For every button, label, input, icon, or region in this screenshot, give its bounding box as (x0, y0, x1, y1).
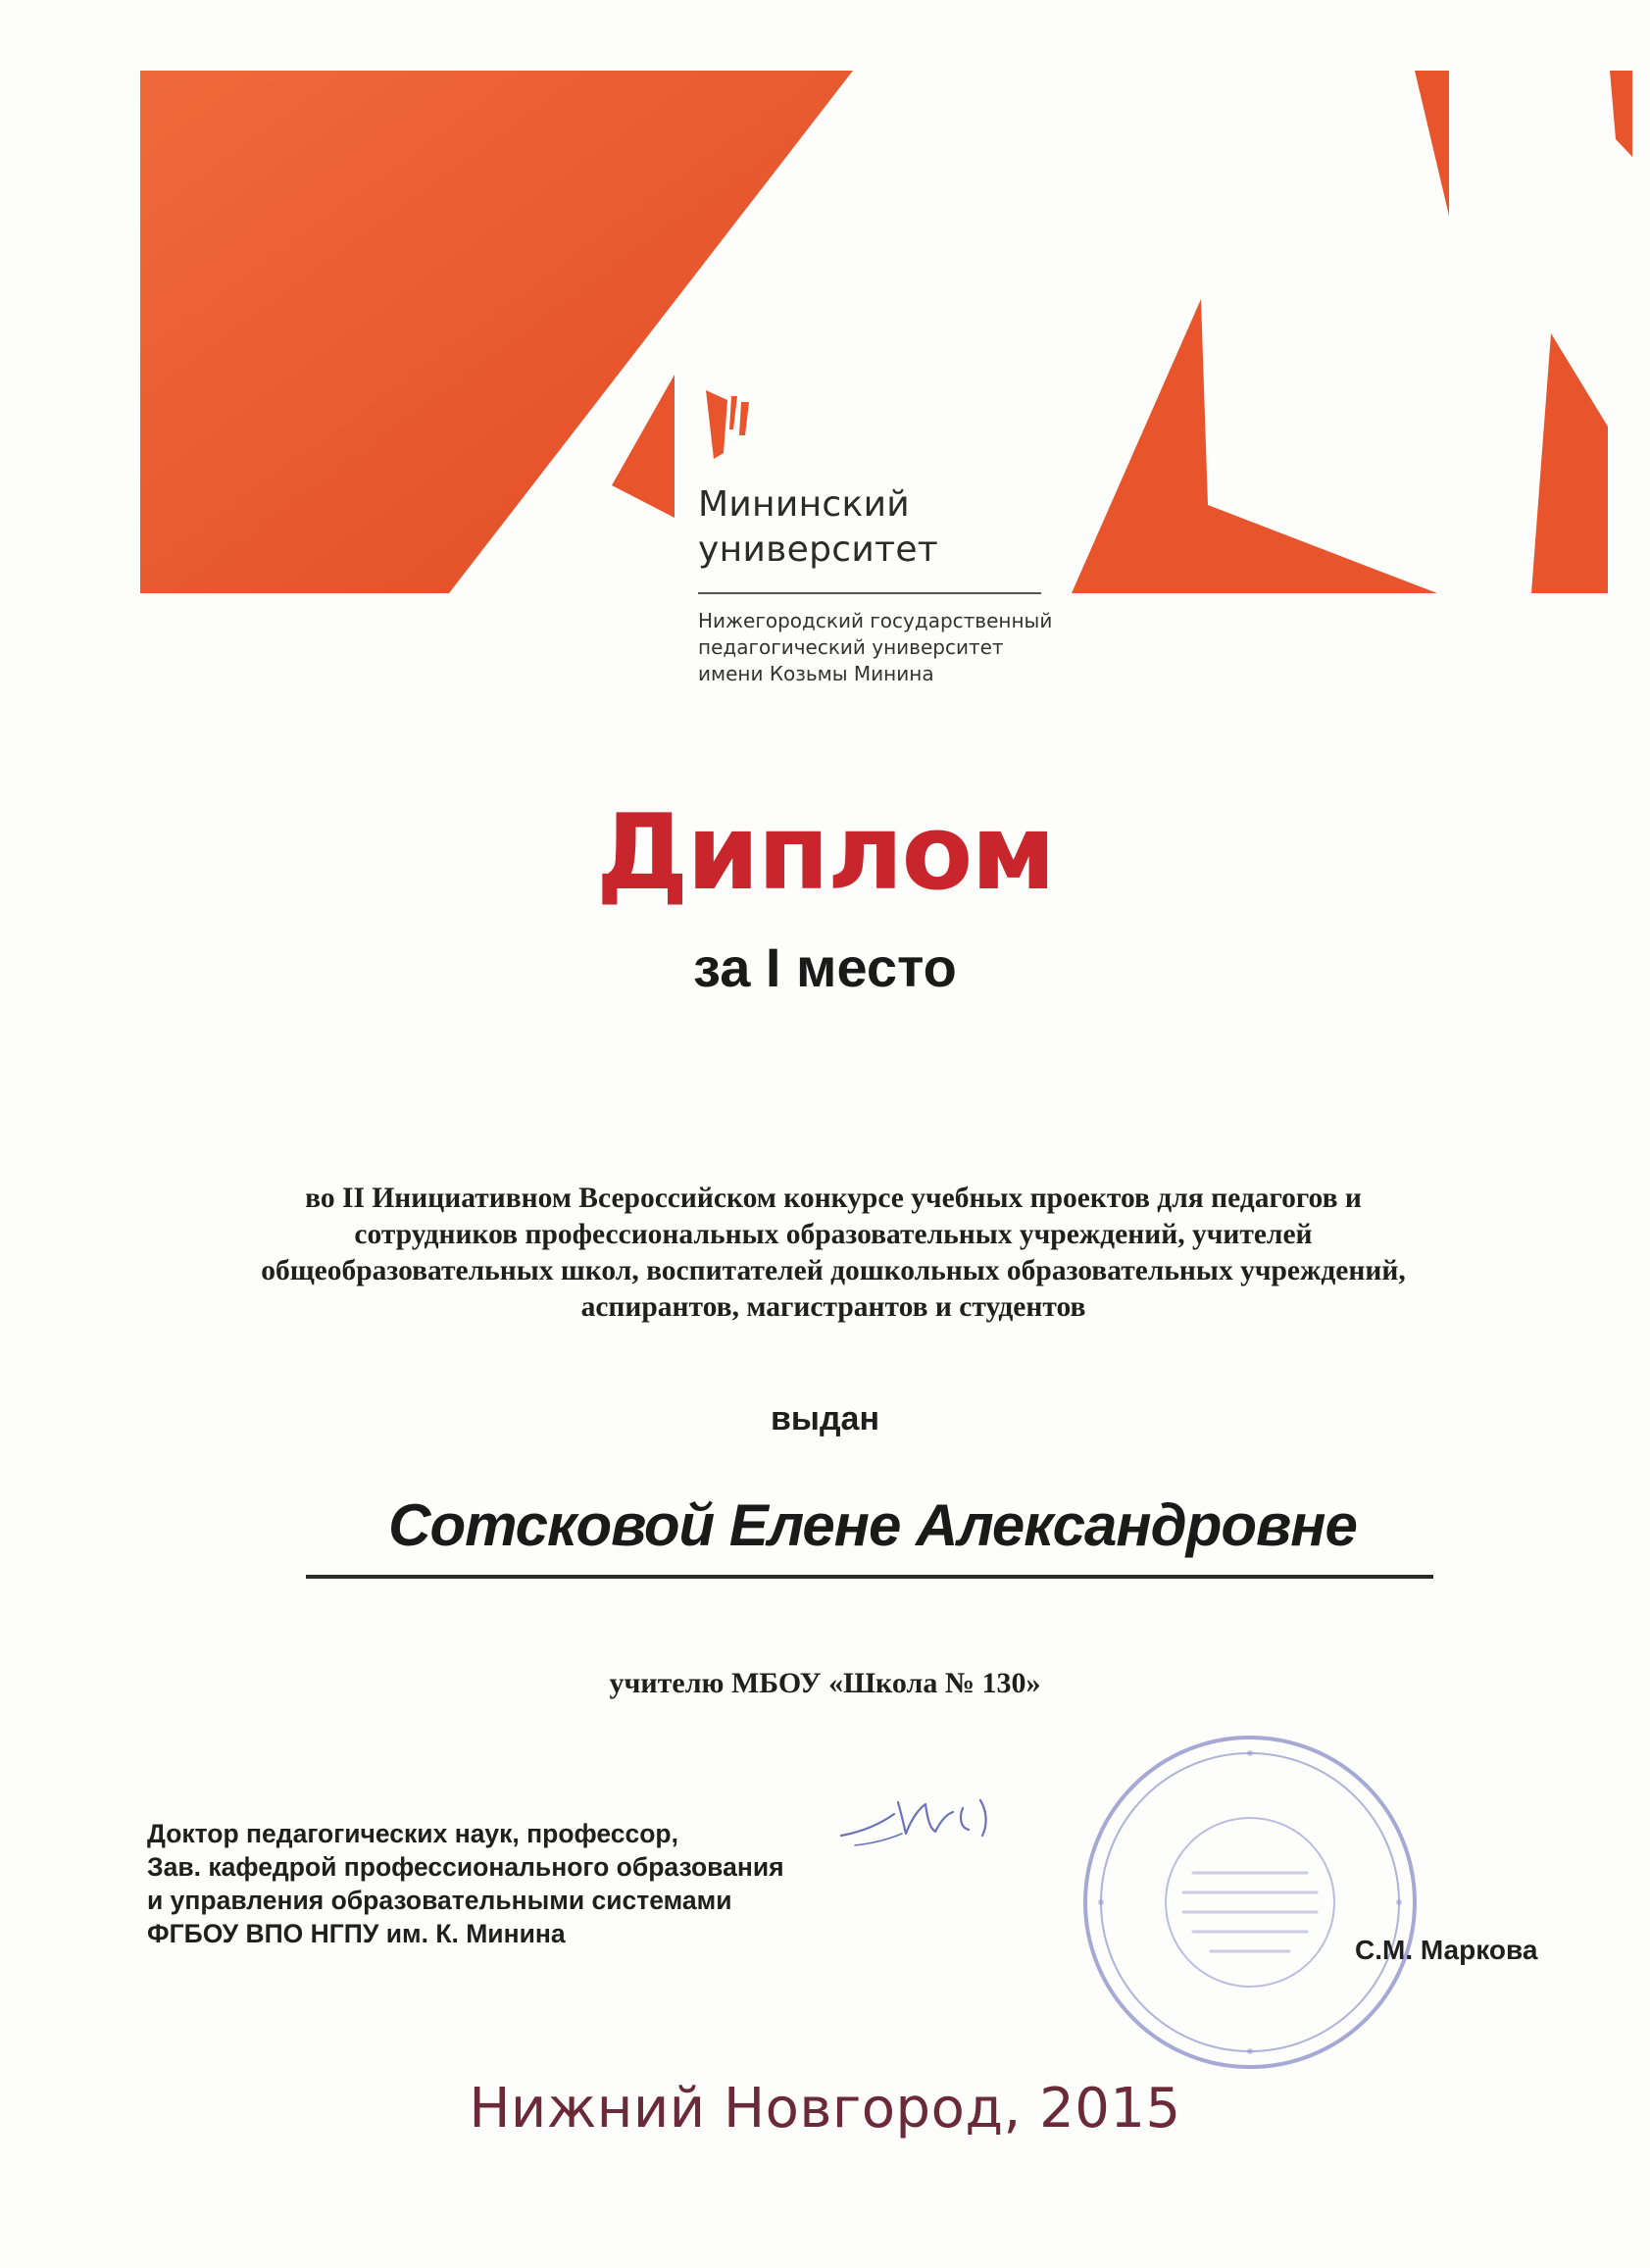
top-right-corner-shape (1610, 71, 1632, 157)
logo-divider (698, 592, 1041, 594)
logo-name-line-1: Мининский (698, 484, 910, 525)
logo-name-line-2: университет (698, 529, 939, 570)
contest-line-1: во II Инициативном Всероссийском конкурсе учебных проектов для педагогов и (305, 1183, 1362, 1214)
logo-sub-line-1: Нижегородский государственный (698, 609, 1053, 632)
signer-line-1: Доктор педагогических наук, профессор, (147, 1819, 678, 1848)
diploma-title: Диплом (595, 792, 1055, 913)
signer-line-4: ФГБОУ ВПО НГПУ им. К. Минина (147, 1919, 566, 1948)
logo-mark-stripe-1 (729, 396, 737, 429)
university-full-name (698, 608, 1052, 687)
official-seal (1074, 1726, 1426, 2079)
signer-name: С.М. Маркова (1355, 1935, 1538, 1965)
recipient-position: учителю МБОУ «Школа № 130» (609, 1667, 1041, 1699)
contest-line-3: общеобразовательных школ, воспитателей дошкольных образовательных учреждений, (261, 1255, 1406, 1286)
university-logo-name (698, 482, 938, 573)
logo-sub-line-3: имени Козьмы Минина (698, 662, 934, 685)
right-edge-triangle (1531, 333, 1608, 593)
top-right-triangle (1415, 71, 1449, 216)
logo-sub-line-2: педагогический университет (698, 635, 1004, 659)
recipient-name: Сотсковой Елене Александровне (388, 1492, 1357, 1558)
signer-credentials (147, 1817, 784, 1950)
right-spike-shape (1072, 299, 1437, 593)
logo-mark-left (612, 375, 675, 518)
city-and-year: Нижний Новгород, 2015 (469, 2077, 1181, 2141)
contest-line-4: аспирантов, магистрантов и студентов (580, 1291, 1086, 1323)
award-place: за I место (693, 936, 957, 998)
issued-label: выдан (771, 1400, 879, 1437)
signer-line-2: Зав. кафедрой профессионального образования (147, 1852, 784, 1882)
contest-line-2: сотрудников профессиональных образовательных учреждений, учителей (354, 1219, 1313, 1250)
contest-description (196, 1181, 1471, 1326)
handwritten-signature (833, 1775, 1029, 1863)
signer-line-3: и управления образовательными системами (147, 1886, 732, 1915)
recipient-underline (306, 1575, 1433, 1579)
logo-mark-stripe-2 (739, 402, 749, 435)
logo-mark-right (706, 390, 727, 459)
